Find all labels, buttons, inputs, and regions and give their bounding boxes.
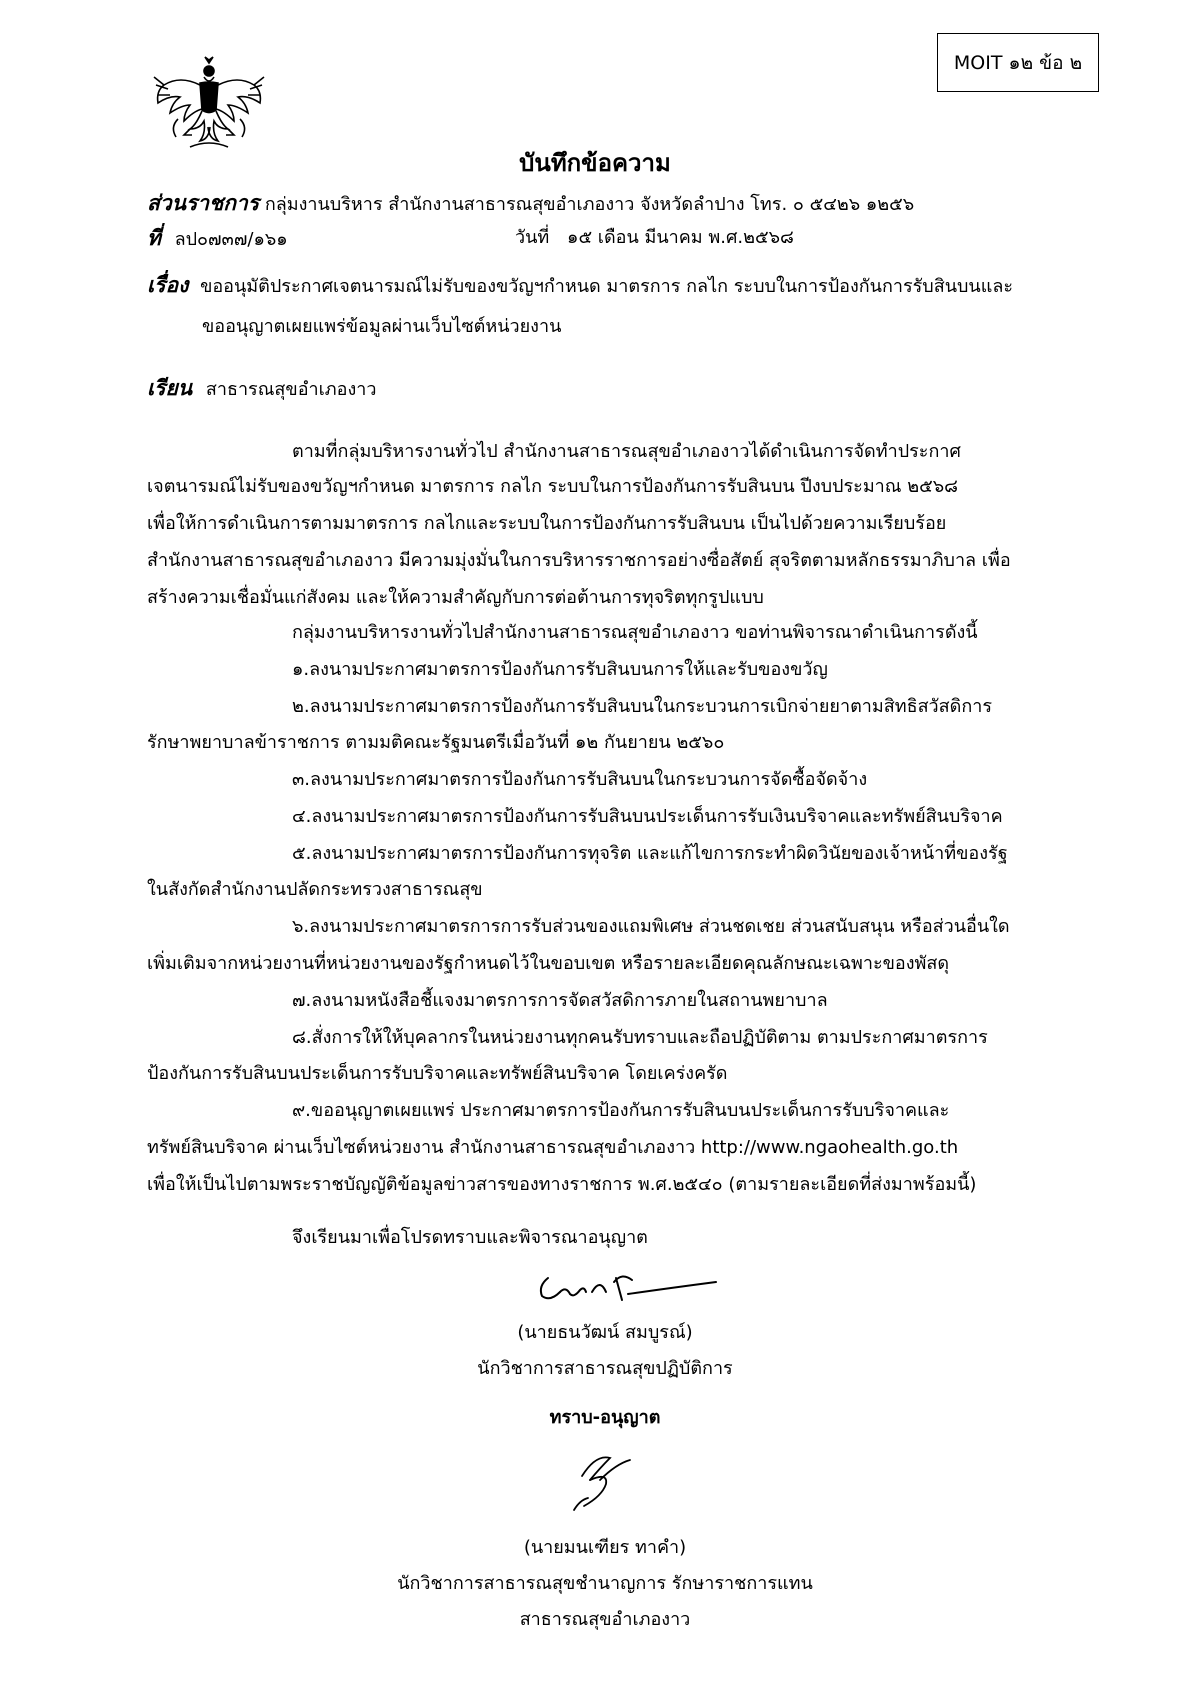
signer-1-position: นักวิชาการสาธารณสุขปฏิบัติการ: [477, 1358, 733, 1379]
document-number-label: ที่: [147, 226, 161, 250]
agency-value: กลุ่มงานบริหาร สำนักงานสาธารณสุขอำเภองาว จังหวัดลำปาง โทร. ๐ ๕๔๒๖ ๑๒๕๖: [264, 194, 915, 215]
list-item-1: ๑.ลงนามประกาศมาตรการป้องกันการรับสินบนการให้และรับของขวัญ: [292, 659, 828, 680]
body-line: เพื่อให้การดำเนินการตามมาตรการ กลไกและระบบในการป้องกันการรับสินบน เป็นไปด้วยความเรียบร้อย: [147, 513, 947, 534]
addressee-label: เรียน: [147, 376, 193, 400]
memo-title: บันทึกข้อความ: [519, 149, 671, 177]
subject-row: [147, 269, 1013, 302]
list-item-8-cont: ป้องกันการรับสินบนประเด็นการรับบริจาคและทรัพย์สินบริจาค โดยเคร่งครัด: [147, 1063, 728, 1084]
subject-label: เรื่อง: [147, 273, 189, 297]
approval-text: ทราบ-อนุญาต: [549, 1407, 661, 1428]
addressee-value: สาธารณสุขอำเภองาว: [205, 379, 377, 400]
list-item-9-cont: เพื่อให้เป็นไปตามพระราชบัญญัติข้อมูลข่าวสารของทางราชการ พ.ศ.๒๕๔๐ (ตามรายละเอียดที่ส่งมาพร้อมนี้): [147, 1174, 977, 1195]
subject-line-1: ขออนุมัติประกาศเจตนารมณ์ไม่รับของขวัญฯกำหนด มาตรการ กลไก ระบบในการป้องกันการรับสินบนและ: [200, 276, 1014, 297]
reference-code: MOIT ๑๒ ข้อ ๒: [953, 51, 1083, 74]
subject-line-2: ขออนุญาตเผยแพร่ข้อมูลผ่านเว็บไซต์หน่วยงาน: [202, 316, 562, 337]
body-line: เจตนารมณ์ไม่รับของขวัญฯกำหนด มาตรการ กลไก ระบบในการป้องกันการรับสินบน ปีงบประมาณ ๒๕๖๘: [147, 476, 959, 497]
date-value: ๑๕ เดือน มีนาคม พ.ศ.๒๕๖๘: [567, 227, 794, 248]
list-item-8: ๘.สั่งการให้ให้บุคลากรในหน่วยงานทุกคนรับทราบและถือปฏิบัติตาม ตามประกาศมาตรการ: [292, 1027, 988, 1048]
addressee-row: [147, 372, 376, 405]
body-line: สร้างความเชื่อมั่นแก่สังคม และให้ความสำคัญกับการต่อต้านการทุจริตทุกรูปแบบ: [147, 587, 764, 608]
date-label: วันที่: [515, 227, 550, 248]
document-number-value: ลป๐๗๓๗/๑๖๑: [174, 229, 288, 250]
list-item-2: ๒.ลงนามประกาศมาตรการป้องกันการรับสินบนในกระบวนการเบิกจ่ายยาตามสิทธิสวัสดิการ: [292, 696, 993, 717]
reference-code-box: [937, 33, 1099, 92]
list-item-2-cont: รักษาพยาบาลข้าราชการ ตามมติคณะรัฐมนตรีเมื่อวันที่ ๑๒ กันยายน ๒๕๖๐: [147, 732, 725, 753]
body-line: สำนักงานสาธารณสุขอำเภองาว มีความมุ่งมั่นในการบริหารราชการอย่างซื่อสัตย์ สุจริตตามหลักธรรมาภิบาล เพื่อ: [147, 550, 1011, 571]
garuda-emblem-icon: [150, 55, 268, 155]
date-row: [515, 222, 794, 251]
signer-1-name: (นายธนวัฒน์ สมบูรณ์): [517, 1322, 693, 1343]
signer-2-office: สาธารณสุขอำเภองาว: [519, 1609, 691, 1630]
signer-2-name: (นายมนเฑียร ทาคำ): [523, 1537, 687, 1558]
list-item-4: ๔.ลงนามประกาศมาตรการป้องกันการรับสินบนประเด็นการรับเงินบริจาคและทรัพย์สินบริจาค: [292, 806, 1003, 827]
agency-label: ส่วนราชการ: [147, 191, 260, 215]
signer-2-position: นักวิชาการสาธารณสุขชำนาญการ รักษาราชการแทน: [397, 1573, 813, 1594]
list-item-3: ๓.ลงนามประกาศมาตรการป้องกันการรับสินบนในกระบวนการจัดซื้อจัดจ้าง: [292, 769, 868, 790]
document-number-row: [147, 222, 288, 255]
signature-2-icon: [560, 1440, 650, 1520]
body-line: ตามที่กลุ่มบริหารงานทั่วไป สำนักงานสาธารณสุขอำเภองาวได้ดำเนินการจัดทำประกาศ: [292, 441, 961, 462]
list-item-9: ๙.ขออนุญาตเผยแพร่ ประกาศมาตรการป้องกันการรับสินบนประเด็นการรับบริจาคและ: [292, 1100, 950, 1121]
signature-1-icon: [520, 1258, 720, 1318]
list-item-5-cont: ในสังกัดสำนักงานปลัดกระทรวงสาธารณสุข: [147, 879, 483, 900]
body-line: กลุ่มงานบริหารงานทั่วไปสำนักงานสาธารณสุขอำเภองาว ขอท่านพิจารณาดำเนินการดังนี้: [292, 622, 978, 643]
list-item-6-cont: เพิ่มเติมจากหน่วยงานที่หน่วยงานของรัฐกำหนดไว้ในขอบเขต หรือรายละเอียดคุณลักษณะเฉพาะของพัสดุ: [147, 953, 950, 974]
closing-line: จึงเรียนมาเพื่อโปรดทราบและพิจารณาอนุญาต: [292, 1227, 648, 1248]
list-item-9-cont: ทรัพย์สินบริจาค ผ่านเว็บไซต์หน่วยงาน สำนักงานสาธารณสุขอำเภองาว http://www.ngaohealth.go.th: [147, 1137, 959, 1158]
list-item-5: ๕.ลงนามประกาศมาตรการป้องกันการทุจริต และแก้ไขการกระทำผิดวินัยของเจ้าหน้าที่ของรัฐ: [292, 843, 1008, 864]
list-item-7: ๗.ลงนามหนังสือชี้แจงมาตรการการจัดสวัสดิการภายในสถานพยาบาล: [292, 990, 828, 1011]
agency-row: [147, 187, 914, 220]
list-item-6: ๖.ลงนามประกาศมาตรการการรับส่วนของแถมพิเศษ ส่วนชดเชย ส่วนสนับสนุน หรือส่วนอื่นใด: [292, 916, 1010, 937]
